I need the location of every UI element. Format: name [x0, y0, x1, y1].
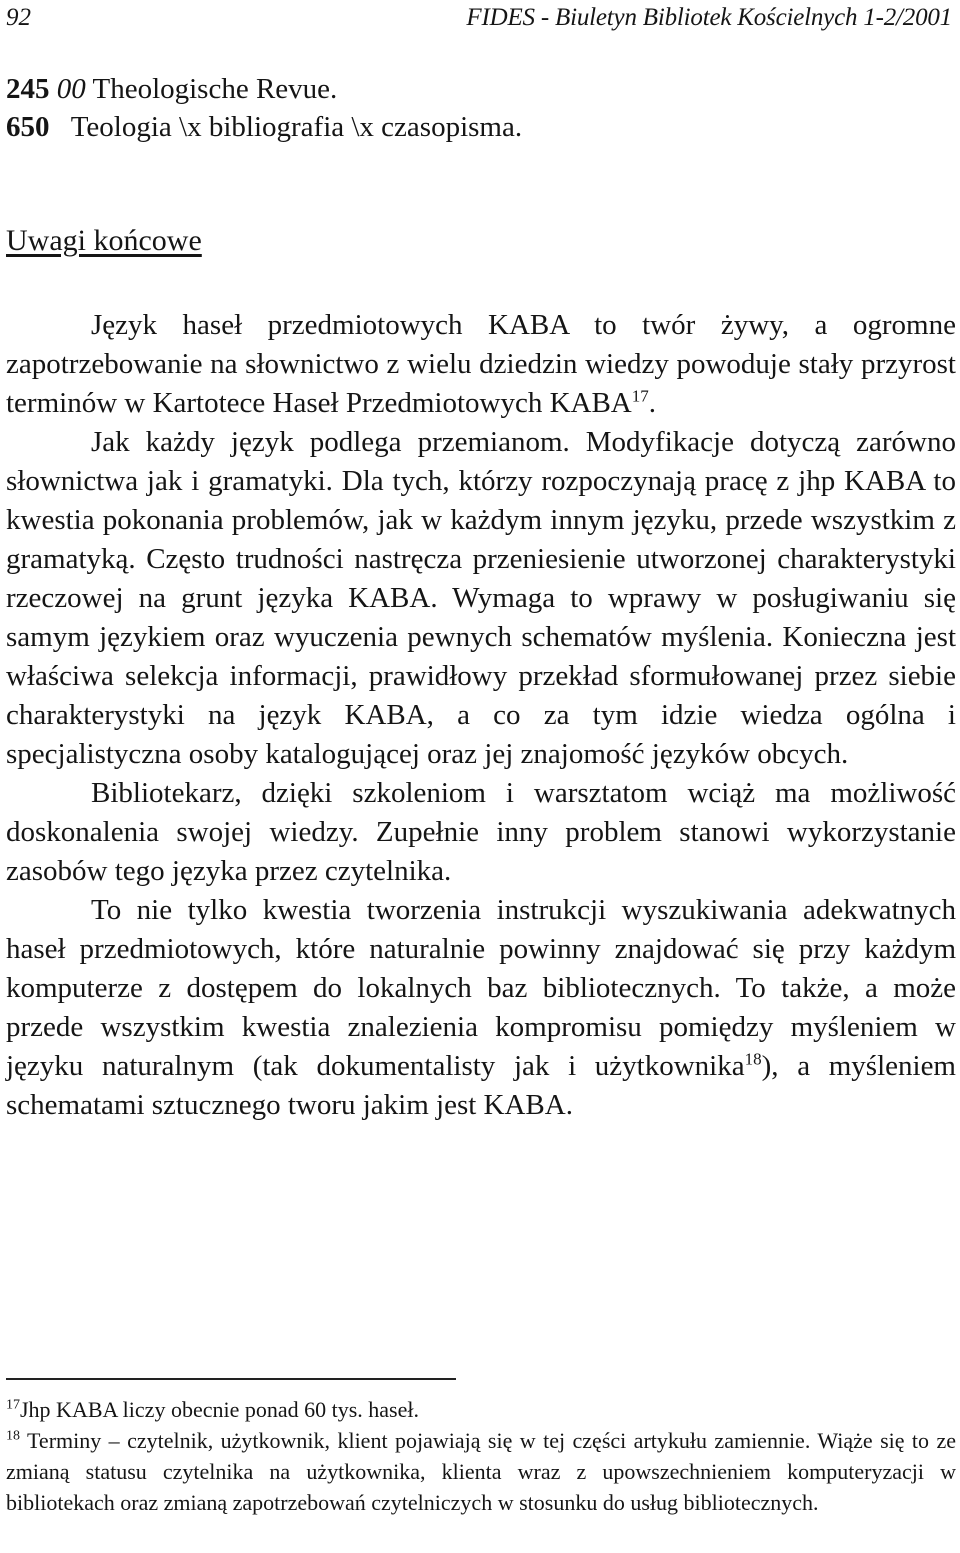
marc-field-650: [6, 108, 522, 146]
footnote-ref-18[interactable]: 18: [744, 1049, 762, 1069]
paragraph-text: Język haseł przedmiotowych KABA to twór żywy, a ogromne zapotrzebowanie na słownictwo z wielu dziedzin wiedzy powoduje stały przyrost terminów w Kartotece Haseł Przedmiotowych KABA: [6, 309, 956, 419]
paragraph: [6, 423, 956, 774]
paragraph: [6, 774, 956, 891]
section-heading: Uwagi końcowe: [6, 224, 202, 257]
footnote-number: 17: [6, 1397, 20, 1413]
marc-tag: 245: [6, 73, 50, 105]
footnote-ref-17[interactable]: 17: [631, 386, 649, 406]
footnote-divider: [6, 1378, 456, 1380]
footnote-17: [6, 1394, 956, 1425]
paragraph-text: .: [648, 387, 657, 419]
footnote-text: Jhp KABA liczy obecnie ponad 60 tys. haseł.: [20, 1397, 419, 1422]
marc-field-245: [6, 70, 522, 108]
marc-record: [6, 70, 522, 146]
footnotes: [6, 1394, 956, 1518]
marc-value: Teologia \x bibliografia \x czasopisma.: [70, 111, 523, 143]
running-title: FIDES - Biuletyn Bibliotek Kościelnych 1-2/2001: [466, 4, 952, 31]
marc-value: Theologische Revue.: [92, 73, 338, 105]
marc-indicators: 00: [56, 73, 86, 105]
paragraph-text: ), a myśleniem schematami sztucznego tworu jakim jest KABA.: [6, 1050, 956, 1121]
footnote-number: 18: [6, 1428, 20, 1444]
page-header: [6, 4, 952, 38]
paragraph: [6, 306, 956, 423]
footnote-18: [6, 1425, 956, 1518]
paragraph-text: Jak każdy język podlega przemianom. Modyfikacje dotyczą zarówno słownictwa jak i gramatyki. Dla tych, którzy rozpoczynają pracę z jhp KABA to kwestia pokonania problemów, jak w każdym innym języku, przede wszystkim z gramatyką. Często trudności nastręcza przeniesienie utworzonej charakterystyki rzeczowej na grunt języka KABA. Wymaga to wprawy w posługiwaniu się samym językiem oraz wyuczenia pewnych schematów myślenia. Konieczna jest właściwa selekcja informacji, prawidłowy przekład sformułowanej przez siebie charakterystyki na język KABA, a co za tym idzie wiedza ogólna i specjalistyczna osoby katalogującej oraz jej znajomość języków obcych.: [6, 426, 956, 770]
body-text: [6, 306, 956, 1125]
marc-tag: 650: [6, 111, 50, 143]
page-number: 92: [6, 4, 31, 31]
paragraph-text: Bibliotekarz, dzięki szkoleniom i warsztatom wciąż ma możliwość doskonalenia swojej wiedzy. Zupełnie inny problem stanowi wykorzystanie zasobów tego języka przez czytelnika.: [6, 777, 956, 887]
paragraph: [6, 891, 956, 1125]
footnote-text: Terminy – czytelnik, użytkownik, klient pojawiają się w tej części artykułu zamiennie. Wiąże się to ze zmianą statusu czytelnika na użytkownika, klienta wraz z upowszechnieniem komputeryzacji w bibliotekach oraz zmianą zapotrzebowań czytelniczych w stosunku do usług bibliotecznych.: [6, 1428, 956, 1515]
paragraph-text: To nie tylko kwestia tworzenia instrukcji wyszukiwania adekwatnych haseł przedmiotowych, które naturalnie powinny znajdować się przy każdym komputerze z dostępem do lokalnych baz bibliotecznych. To także, a może przede wszystkim kwestia znalezienia kompromisu pomiędzy myśleniem w języku naturalnym (tak dokumentalisty jak i użytkownika: [6, 894, 956, 1082]
